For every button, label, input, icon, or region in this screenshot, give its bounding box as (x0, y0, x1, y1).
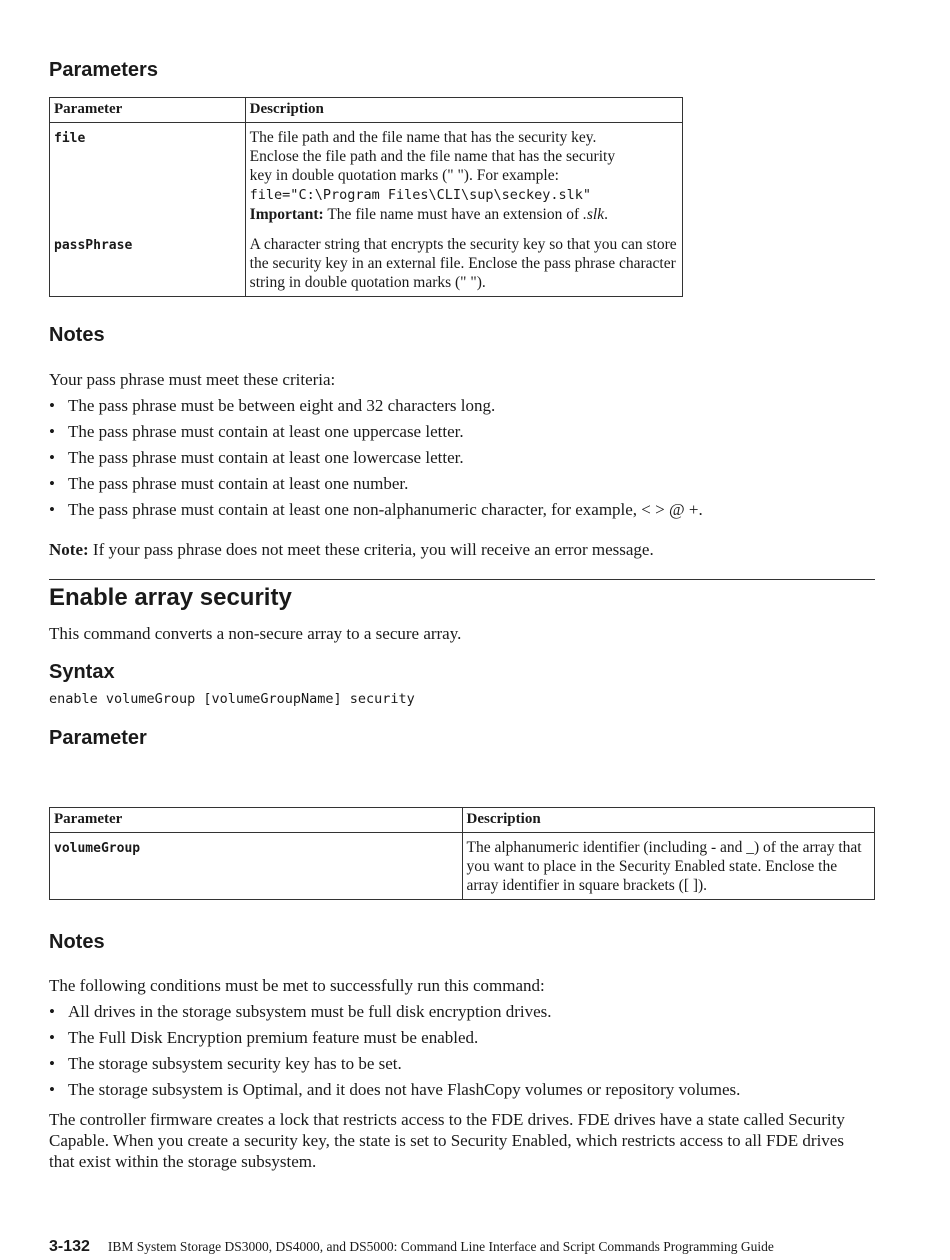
command-description: This command converts a non-secure array to a secure array. (49, 624, 462, 643)
conditions-list (49, 1001, 909, 1105)
table-header-description: Description (245, 98, 682, 123)
notes-heading: Notes (49, 324, 105, 346)
parameter-heading: Parameter (49, 727, 147, 749)
param-name-passphrase: passPhrase (54, 238, 133, 253)
table-row (50, 232, 683, 297)
code-example: file="C:\Program Files\CLI\sup\seckey.slk" (249, 187, 592, 203)
syntax-heading: Syntax (49, 661, 115, 683)
file-extension: .slk (583, 206, 605, 223)
desc-text: Enclose the file path and the file name that has the security (249, 148, 616, 165)
page-number: 3-132 (49, 1238, 90, 1255)
list-item: • The storage subsystem security key has to be set. (49, 1054, 402, 1073)
desc-text: The file path and the file name that has the security key. (249, 129, 597, 146)
list-item: • The pass phrase must contain at least one uppercase letter. (49, 422, 464, 441)
note-text: If your pass phrase does not meet these criteria, you will receive an error message. (92, 540, 654, 559)
param-name-file: file (54, 131, 86, 146)
param-name-volumegroup: volumeGroup (54, 841, 141, 856)
syntax-code: enable volumeGroup [volumeGroupName] security (49, 691, 415, 707)
book-title: IBM System Storage DS3000, DS4000, and DS5000: Command Line Interface and Script Commands Programming Guide (107, 1239, 774, 1254)
list-item: • The Full Disk Encryption premium feature must be enabled. (49, 1028, 479, 1047)
list-item: • The storage subsystem is Optimal, and it does not have FlashCopy volumes or repository volumes. (49, 1080, 741, 1099)
important-end: . (604, 206, 608, 223)
lock-paragraph: The controller firmware creates a lock that restricts access to the FDE drives. FDE drives have a state called Security Capable. When you create a security key, the state is set to Security Enabled, which restricts access to all FDE drives that exist within the storage subsystem. (49, 1110, 845, 1171)
list-item: • The pass phrase must contain at least one non-alphanumeric character, for example, < > @ +. (49, 500, 703, 519)
parameters-table (49, 97, 683, 297)
important-label: Important: (249, 206, 324, 223)
page-footer (49, 1238, 774, 1256)
desc-text: key in double quotation marks (" "). For example: (249, 167, 559, 184)
notes-intro: Your pass phrase must meet these criteria: (49, 370, 336, 389)
param-desc-volumegroup: The alphanumeric identifier (including - and _) of the array that you want to place in the Security Enabled state. Enclose the array identifier in square brackets ([ ]). (462, 833, 875, 900)
list-item: • The pass phrase must contain at least one lowercase letter. (49, 448, 464, 467)
section-divider (49, 579, 875, 580)
notes-heading-2: Notes (49, 931, 105, 953)
parameter-table (49, 807, 875, 900)
note-paragraph (49, 539, 909, 560)
parameters-heading: Parameters (49, 59, 158, 81)
table-header-parameter: Parameter (50, 98, 246, 123)
criteria-list (49, 395, 909, 525)
list-item: • All drives in the storage subsystem must be full disk encryption drives. (49, 1002, 552, 1021)
notes-intro-2: The following conditions must be met to successfully run this command: (49, 976, 545, 995)
param-desc-file (245, 123, 682, 233)
param-desc-passphrase: A character string that encrypts the security key so that you can store the security key in an external file. Enclose the pass phrase character string in double quotation marks (" "). (245, 232, 682, 297)
list-item: • The pass phrase must contain at least one number. (49, 474, 409, 493)
table-row (50, 123, 683, 233)
important-text: The file name must have an extension of (327, 206, 580, 223)
note-label: Note: (49, 540, 89, 559)
section-title: Enable array security (49, 584, 292, 611)
table-header-parameter: Parameter (50, 808, 463, 833)
table-header-description: Description (462, 808, 875, 833)
table-row (50, 833, 875, 900)
list-item: • The pass phrase must be between eight and 32 characters long. (49, 396, 496, 415)
